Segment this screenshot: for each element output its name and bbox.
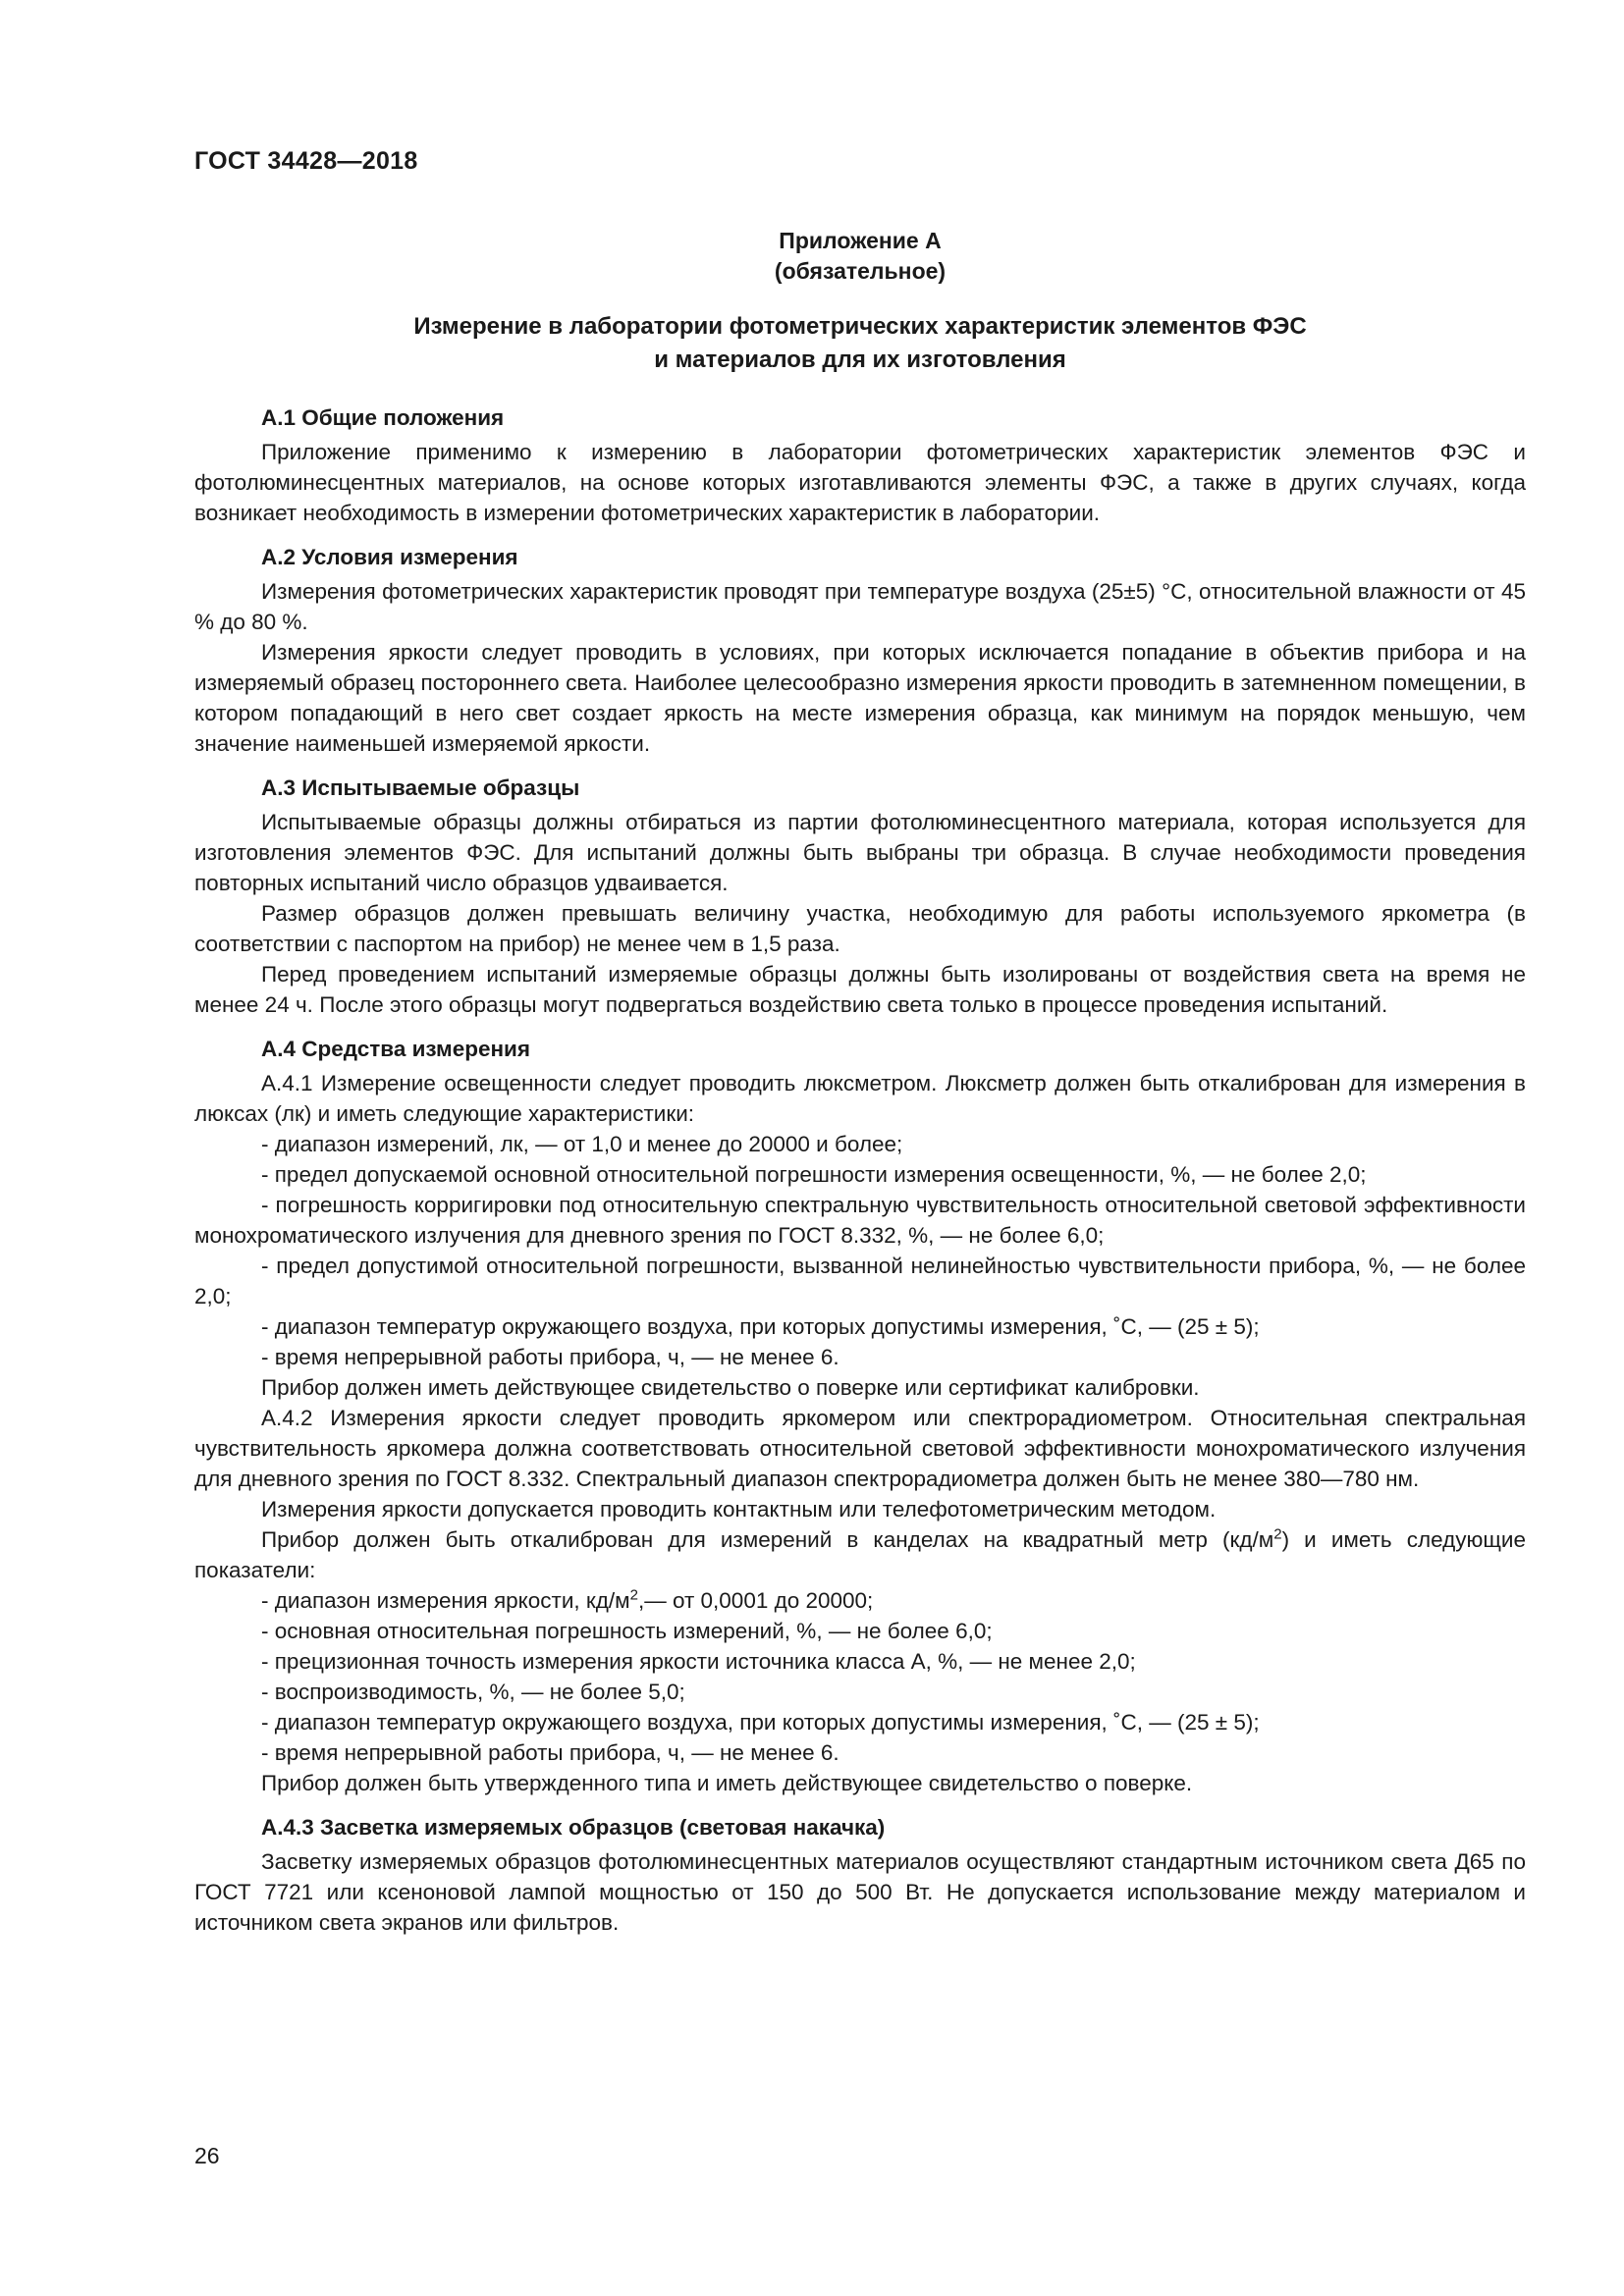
a42-list-item: - диапазон температур окружающего воздуха, при которых допустимы измерения, ˚С, — (25 ± 5);: [261, 1710, 1260, 1735]
a42-list-item: - прецизионная точность измерения яркости источника класса А, %, — не менее 2,0;: [261, 1649, 1136, 1674]
a41-list-item: - предел допустимой относительной погрешности, вызванной нелинейностью чувствительности прибора, %, — не более 2,0;: [194, 1254, 1526, 1308]
superscript-2: 2: [629, 1586, 638, 1604]
a42-item1-text-after: ,— от 0,0001 до 20000;: [637, 1588, 874, 1613]
a42-list-item: [194, 1585, 1526, 1616]
section-a4-title: А.4 Средства измерения: [261, 1037, 531, 1061]
a42-note: Прибор должен быть утвержденного типа и иметь действующее свидетельство о поверке.: [261, 1771, 1193, 1795]
a42-list-item: - воспроизводимость, %, — не более 5,0;: [261, 1680, 685, 1704]
annex-title: Приложение А: [779, 228, 942, 253]
section-a3-title: А.3 Испытываемые образцы: [261, 775, 580, 800]
a42-p3-text-after: ) и иметь следующие показатели:: [194, 1527, 1526, 1582]
a42-p3-text-before: Прибор должен быть откалиброван для измерений в канделах на квадратный метр (кд/м: [261, 1527, 1274, 1552]
section-a2-paragraph-2: Измерения яркости следует проводить в условиях, при которых исключается попадание в объектив прибора и на измеряемый образец постороннего света. Наиболее целесообразно измерения яркости проводить в затемненном помещении, в котором попадающий в него свет создает яркость на месте измерения образца, как минимум на порядок меньшую, чем значение наименьшей измеряемой яркости.: [194, 640, 1526, 756]
annex-heading: [194, 310, 1526, 377]
a42-list-item: - основная относительная погрешность измерений, %, — не более 6,0;: [261, 1619, 993, 1643]
a41-list-item: - диапазон измерений, лк, — от 1,0 и менее до 20000 и более;: [261, 1132, 903, 1156]
section-a1-title: А.1 Общие положения: [261, 405, 505, 430]
page-number: 26: [194, 2143, 220, 2168]
annex-heading-line2: и материалов для их изготовления: [654, 347, 1066, 373]
section-a2-paragraph-1: Измерения фотометрических характеристик проводят при температуре воздуха (25±5) °С, относительной влажности от 45 % до 80 %.: [194, 579, 1526, 634]
section-a3-paragraph-2: Размер образцов должен превышать величину участка, необходимую для работы используемого яркометра (в соответствии с паспортом на прибор) не менее чем в 1,5 раза.: [194, 901, 1526, 956]
a41-list-item: - погрешность корригировки под относительную спектральную чувствительность относительной световой эффективности монохроматического излучения для дневного зрения по ГОСТ 8.332, %, — не более 6,0;: [194, 1193, 1526, 1248]
a41-intro: А.4.1 Измерение освещенности следует проводить люксметром. Люксметр должен быть откалиброван для измерения в люксах (лк) и иметь следующие характеристики:: [194, 1071, 1526, 1126]
section-a1-paragraph: Приложение применимо к измерению в лаборатории фотометрических характеристик элементов ФЭС и фотолюминесцентных материалов, на основе которых изготавливаются элементы ФЭС, а также в других случаях, когда возникает необходимость в измерении фотометрических характеристик в лаборатории.: [194, 440, 1526, 525]
a41-list-item: - диапазон температур окружающего воздуха, при которых допустимы измерения, ˚С, — (25 ± 5);: [261, 1314, 1260, 1339]
a41-note: Прибор должен иметь действующее свидетельство о поверке или сертификат калибровки.: [261, 1375, 1200, 1400]
annex-status: (обязательное): [774, 258, 947, 284]
section-a3-paragraph-1: Испытываемые образцы должны отбираться из партии фотолюминесцентного материала, которая используется для изготовления элементов ФЭС. Для испытаний должны быть выбраны три образца. В случае необходимости проведения повторных испытаний число образцов удваивается.: [194, 810, 1526, 895]
superscript-2: 2: [1273, 1525, 1282, 1543]
a43-title: А.4.3 Засветка измеряемых образцов (световая накачка): [261, 1815, 886, 1840]
standard-header: ГОСТ 34428—2018: [194, 147, 418, 175]
a42-paragraph-2: Измерения яркости допускается проводить контактным или телефотометрическим методом.: [261, 1497, 1217, 1522]
a42-list-item: - время непрерывной работы прибора, ч, — не менее 6.: [261, 1740, 839, 1765]
annex-heading-line1: Измерение в лаборатории фотометрических характеристик элементов ФЭС: [413, 313, 1307, 340]
a42-item1-text-before: - диапазон измерения яркости, кд/м: [261, 1588, 630, 1613]
a43-paragraph: Засветку измеряемых образцов фотолюминесцентных материалов осуществляют стандартным источником света Д65 по ГОСТ 7721 или ксеноновой лампой мощностью от 150 до 500 Вт. Не допускается использование между материалом и источником света экранов или фильтров.: [194, 1849, 1526, 1935]
a41-list-item: - предел допускаемой основной относительной погрешности измерения освещенности, %, — не более 2,0;: [261, 1162, 1367, 1187]
a42-paragraph-1: А.4.2 Измерения яркости следует проводить яркомером или спектрорадиометром. Относительная спектральная чувствительность яркомера должна соответствовать относительной световой эффективности монохроматического излучения для дневного зрения по ГОСТ 8.332. Спектральный диапазон спектрорадиометра должен быть не менее 380—780 нм.: [194, 1406, 1526, 1491]
section-a2-title: А.2 Условия измерения: [261, 545, 518, 569]
a42-paragraph-3: [194, 1524, 1526, 1585]
page-content: [194, 226, 1526, 1938]
section-a3-paragraph-3: Перед проведением испытаний измеряемые образцы должны быть изолированы от воздействия света на время не менее 24 ч. После этого образцы могут подвергаться воздействию света только в процессе проведения испытаний.: [194, 962, 1526, 1017]
a41-list-item: - время непрерывной работы прибора, ч, — не менее 6.: [261, 1345, 839, 1369]
